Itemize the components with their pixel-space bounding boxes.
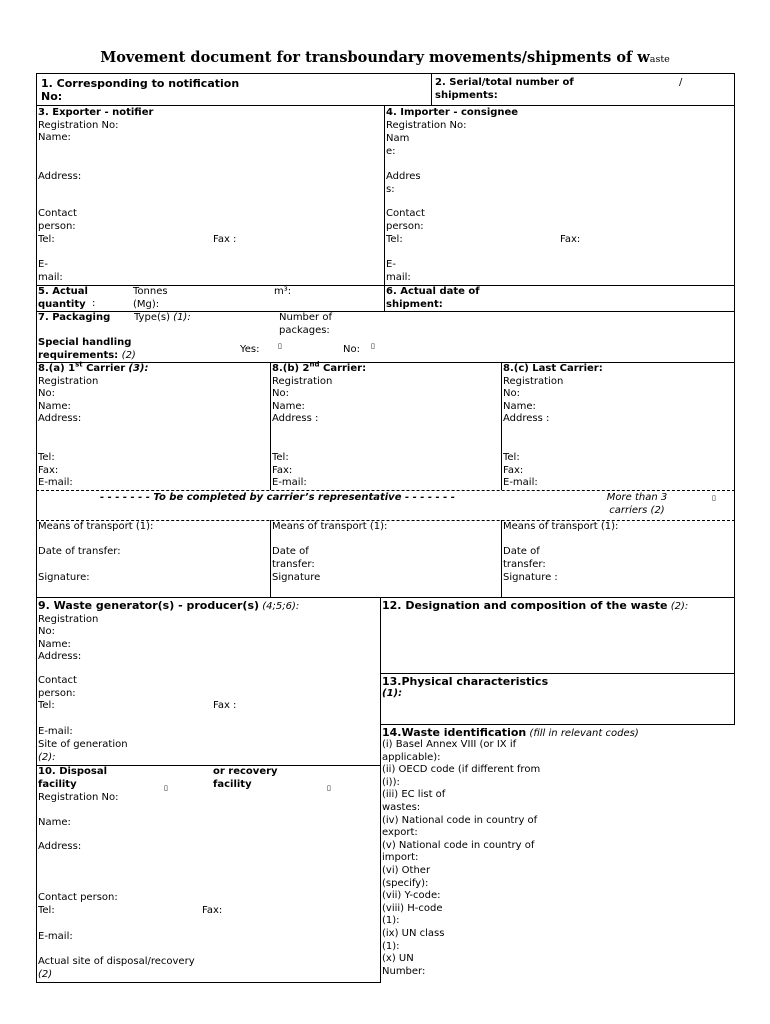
packaging-field[interactable]: 7. Packaging — [38, 312, 111, 323]
disposal-facility-checkbox[interactable]: ▯ — [164, 784, 168, 792]
signature-2[interactable]: Signature — [272, 572, 321, 583]
waste-code-item: (viii) H-code (1): — [382, 902, 443, 927]
exporter-notifier-section[interactable]: 3. Exporter - notifier Registration No: Name: — [38, 107, 154, 144]
waste-code-item: (x) UN Number: — [382, 953, 426, 977]
document-title: Movement document for transboundary movements/shipments of waste — [100, 49, 670, 66]
waste-code-item: (ii) OECD code (if different from (i)): — [382, 764, 541, 788]
waste-code-item: (iii) EC list of wastes: — [382, 789, 446, 813]
second-carrier-section[interactable]: 8.(b) 2nd Carrier: Registration No: Name: Address : — [272, 360, 367, 425]
transfer-date-1[interactable]: Date of transfer: — [38, 546, 121, 557]
serial-slash: / — [679, 77, 683, 88]
waste-generator-section[interactable]: 9. Waste generator(s) - producer(s) (4;5;6): Registration No: Name: Address: — [38, 599, 300, 663]
shipment-date-field[interactable]: 6. Actual date of shipment: — [386, 286, 480, 310]
waste-designation-section[interactable]: 12. Designation and composition of the waste (2): — [382, 599, 689, 612]
last-carrier-section[interactable]: 8.(c) Last Carrier: Registration No: Name: Address : — [503, 363, 603, 425]
transport-means-3[interactable]: Means of transport (1): — [503, 521, 619, 532]
waste-identification-section[interactable]: 14.Waste identification (fill in relevant codes) — [382, 726, 639, 739]
waste-code-item: (v) National code in country of import: — [382, 839, 535, 864]
recovery-facility-checkbox[interactable]: ▯ — [327, 784, 331, 792]
more-carriers-checkbox[interactable]: ▯ — [712, 494, 716, 502]
frame-right-line — [734, 73, 735, 597]
disposal-facility-section[interactable]: 10. Disposal facility — [38, 766, 108, 790]
carrier-representative-label: - - - - - - - To be completed by carrier’s representative - - - - - - - — [100, 492, 455, 503]
signature-3[interactable]: Signature : — [503, 572, 558, 583]
frame-top-line — [36, 73, 735, 74]
importer-consignee-section[interactable]: 4. Importer - consignee Registration No: — [386, 107, 519, 131]
waste-code-item: (iv) National code in country of export: — [382, 814, 538, 839]
frame-left-line — [36, 73, 37, 983]
special-handling-no-checkbox[interactable]: ▯ — [371, 342, 375, 350]
notification-number-field[interactable]: 1. Corresponding to notification No: — [41, 77, 240, 103]
more-carriers-label: More than 3 carriers (2) — [606, 492, 668, 516]
waste-code-item: (ix) UN class (1): — [382, 927, 445, 952]
transport-means-1[interactable]: Means of transport (1): — [38, 521, 154, 532]
waste-code-list[interactable] — [382, 739, 552, 978]
transport-means-2[interactable]: Means of transport (1): — [272, 521, 388, 532]
transfer-date-2[interactable]: Date of transfer: — [272, 546, 315, 570]
waste-code-item: (vii) Y-code: — [382, 890, 441, 902]
transfer-date-3[interactable]: Date of transfer: — [503, 546, 546, 570]
first-carrier-section[interactable]: 8.(a) 1st Carrier (3): Registration No: Name: Address: — [38, 360, 149, 425]
special-handling-yes-checkbox[interactable]: ▯ — [278, 342, 282, 350]
physical-characteristics-section[interactable]: 13.Physical characteristics (1): — [382, 675, 549, 699]
serial-number-field[interactable]: 2. Serial/total number of shipments: — [435, 77, 574, 101]
actual-quantity-field[interactable]: 5. Actual quantity — [38, 286, 88, 310]
waste-code-item: (vi) Other (specify): — [382, 864, 431, 889]
signature-1[interactable]: Signature: — [38, 572, 90, 583]
waste-code-item: (i) Basel Annex VIII (or IX if applicable): — [382, 739, 517, 763]
